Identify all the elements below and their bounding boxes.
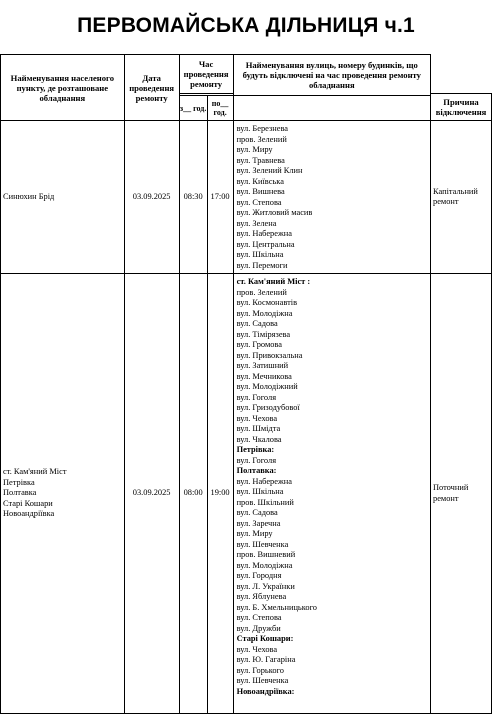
street-item: пров. Вишневий	[236, 550, 296, 559]
street-item: вул. Шевченка	[236, 539, 289, 549]
street-item: вул. Б. Хмельницького	[236, 602, 317, 612]
table-row	[1, 121, 492, 274]
outage-schedule-table	[0, 54, 492, 714]
time-from-header: з__ год.	[179, 96, 207, 121]
street-item: вул. Зелений Клин	[236, 166, 303, 175]
street-item: пров. Зелений	[236, 134, 287, 144]
street-item: вул. Чехова	[236, 413, 278, 423]
street-group-heading: Петрівка:	[236, 445, 275, 454]
settlement-name: Петрівка	[3, 477, 35, 487]
street-item: вул. Вишнева	[236, 187, 285, 196]
street-item: вул. Шевченка	[236, 676, 289, 685]
street-item: вул. Громова	[236, 340, 282, 349]
date-header: Дата проведення ремонту	[124, 55, 179, 121]
street-item: вул. Шкільна	[236, 250, 284, 259]
time-from-cell: 08:00	[179, 274, 207, 714]
page-title: ПЕРВОМАЙСЬКА ДІЛЬНИЦЯ ч.1	[77, 14, 415, 37]
street-item: вул. Садова	[236, 508, 278, 517]
settlement-cell	[1, 121, 125, 274]
reason-line: Поточний	[433, 483, 469, 492]
settlement-header: Найменування населеного пункту, де розташоване обладнання	[1, 55, 125, 121]
street-item: вул. Гоголя	[236, 392, 277, 402]
street-item: вул. Горького	[236, 665, 284, 675]
settlement-name: Синюхин Брід	[3, 191, 55, 201]
street-item: вул. Садова	[236, 319, 278, 328]
street-item: вул. Молодіжний	[236, 382, 298, 391]
time-to-cell: 19:00	[207, 274, 233, 714]
street-item: пров. Шкільний	[236, 497, 294, 507]
reason-cell	[431, 274, 492, 714]
street-group-heading: Старі Кошари:	[236, 634, 294, 643]
street-item: вул. Березнева	[236, 124, 289, 133]
street-item: вул. Шмідта	[236, 424, 281, 433]
street-item: вул. Чкалова	[236, 434, 282, 444]
header-spacer	[431, 55, 492, 94]
time-to-header: по__ год.	[207, 96, 233, 121]
street-item: вул. Л. Українки	[236, 581, 295, 591]
settlement-name: ст. Кам'яний Міст	[3, 467, 67, 477]
settlement-name: Старі Кошари	[3, 498, 53, 508]
street-item: вул. Дружби	[236, 623, 281, 633]
street-item: вул. Перемоги	[236, 260, 288, 270]
settlement-name: Новоандріївка	[3, 509, 55, 519]
street-item: вул. Привокзальна	[236, 350, 303, 360]
street-group-heading: Новоандріївка:	[236, 686, 295, 696]
settlement-name: Полтавка	[3, 488, 37, 498]
reason-line: ремонт	[433, 493, 459, 503]
street-item: вул. Набережна	[236, 229, 292, 238]
time-header: Час проведення ремонту	[179, 55, 233, 94]
street-item: вул. Набережна	[236, 476, 292, 486]
date-cell: 03.09.2025	[124, 121, 179, 274]
time-to-cell: 17:00	[207, 121, 233, 274]
streets-cell	[233, 274, 430, 714]
street-item: вул. Травнева	[236, 155, 285, 165]
streets-cell	[233, 121, 430, 274]
street-item: вул. Житловий масив	[236, 208, 313, 217]
street-item: пров. Зелений	[236, 287, 287, 297]
street-item: вул. Космонавтів	[236, 298, 298, 307]
settlement-cell	[1, 274, 125, 714]
table-row	[1, 274, 492, 714]
street-item: вул. Затишний	[236, 361, 289, 370]
date-cell: 03.09.2025	[124, 274, 179, 714]
reason-header: Причина відключення	[431, 94, 492, 121]
street-item: вул. Заречна	[236, 518, 281, 528]
street-group-heading: ст. Кам'яний Міст :	[236, 277, 311, 286]
street-group-heading: Полтавка:	[236, 466, 277, 475]
street-item: вул. Тімірязева	[236, 329, 291, 339]
streets-header: Найменування вулиць, номеру будинків, що будуть відключені на час проведення ремонту обладнання	[233, 55, 430, 96]
street-item: вул. Мечникова	[236, 371, 292, 381]
street-item: вул. Гризодубової	[236, 403, 300, 412]
streets-header-bottom	[233, 96, 430, 121]
reason-cell	[431, 121, 492, 274]
reason-line: ремонт	[433, 197, 459, 206]
street-item: вул. Городня	[236, 571, 282, 580]
street-item: вул. Миру	[236, 145, 273, 154]
street-item: вул. Молодіжна	[236, 560, 293, 570]
reason-line: Капітальний	[433, 186, 478, 196]
time-from-cell: 08:30	[179, 121, 207, 274]
street-item: вул. Ю. Гагаріна	[236, 655, 296, 664]
street-item: вул. Шкільна	[236, 487, 284, 496]
street-item: вул. Яблунева	[236, 592, 287, 601]
street-item: вул. Степова	[236, 197, 282, 207]
street-item: вул. Чехова	[236, 644, 278, 654]
street-item: вул. Зелена	[236, 218, 277, 228]
street-item: вул. Степова	[236, 613, 282, 622]
street-item: вул. Київська	[236, 176, 284, 186]
street-item: вул. Центральна	[236, 239, 295, 249]
street-item: вул. Молодіжна	[236, 308, 293, 318]
street-item: вул. Гоголя	[236, 455, 277, 465]
street-item: вул. Миру	[236, 529, 273, 538]
